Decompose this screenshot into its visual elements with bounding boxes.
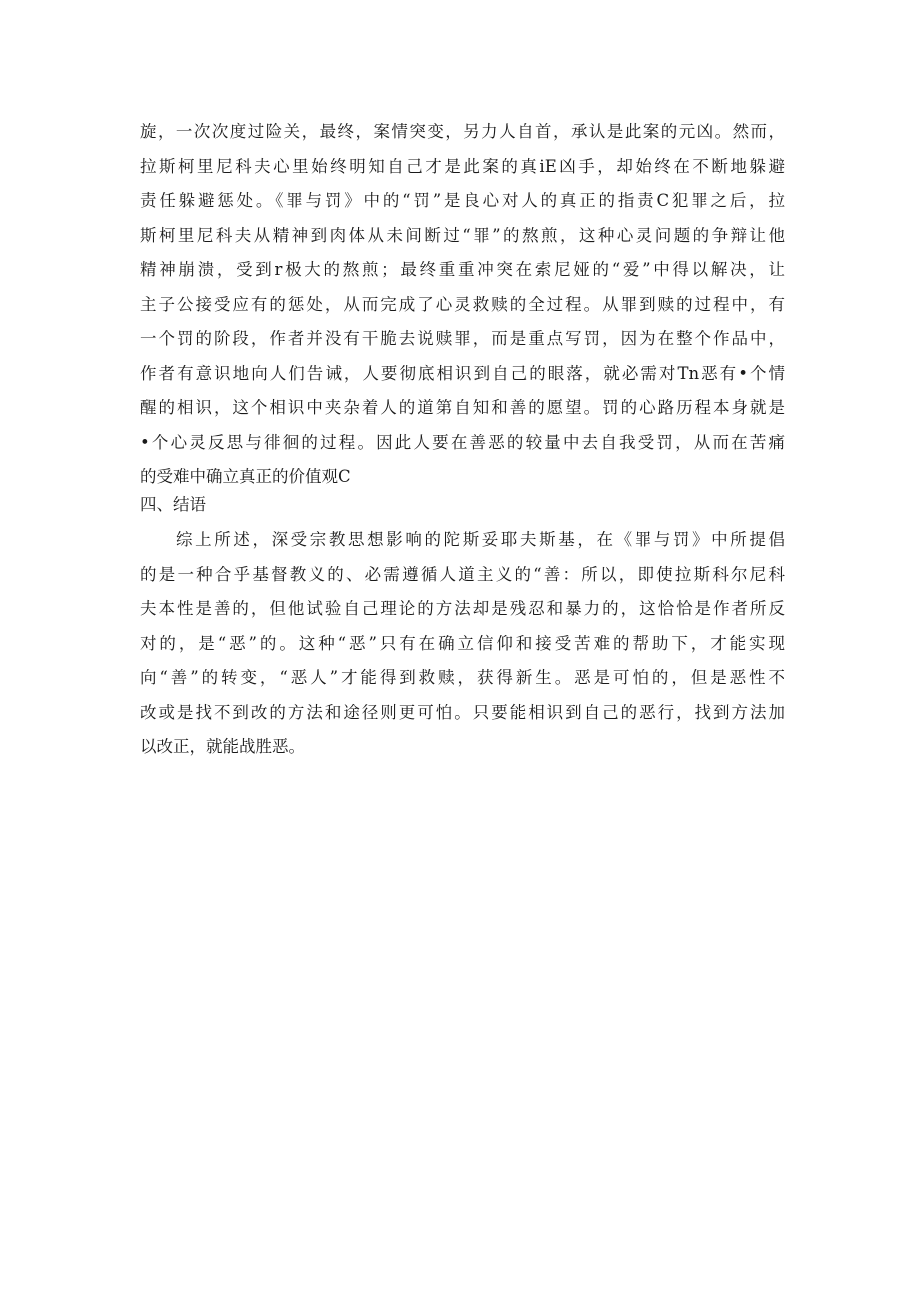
text-line: 斯柯里尼科夫从精神到肉体从未间断过“罪”的熬煎，这种心灵问题的争辩让他 (140, 225, 785, 245)
text-line: 作者有意识地向人们告诫，人要彻底相识到自己的眼落，就必需对Tn恶有•个情 (140, 363, 785, 383)
text-line: 主子公接受应有的惩处，从而完成了心灵救赎的全过程。从罪到赎的过程中，有 (140, 294, 785, 314)
text-line: 旋，一次次度过险关，最终，案情突变，另力人自首，承认是此案的元凶。然而， (140, 122, 785, 141)
text-line: 的受难中确立真正的价值观C (140, 467, 351, 486)
paragraph-conclusion (140, 523, 785, 765)
section-heading: 四、结语 (140, 495, 206, 514)
text-line: 精神崩溃，受到r极大的熬煎；最终重重冲突在索尼娅的“爱”中得以解决，让 (140, 260, 785, 279)
text-line: 一个罚的阶段，作者并没有干脆去说赎罪，而是重点写罚，因为在整个作品中， (140, 329, 785, 348)
paragraph-continued (140, 115, 785, 495)
text-line: 以改正，就能战胜恶。 (140, 737, 305, 756)
text-line: 夫本性是善的，但他试验自己理论的方法却是残忍和暴力的，这恰恰是作者所反 (140, 599, 785, 618)
text-line: 责任躲避惩处。《罪与罚》中的“罚”是良心对人的真正的指责C犯罪之后，拉 (140, 191, 785, 210)
text-line: •个心灵反思与徘徊的过程。因此人要在善恶的较量中去自我受罚，从而在苦痛 (140, 432, 785, 452)
text-line: 拉斯柯里尼科夫心里始终明知自己才是此案的真iE凶手，却始终在不断地躲避 (140, 156, 785, 176)
text-line: 醒的相识，这个相识中夹杂着人的道第自知和善的愿望。罚的心路历程本身就是 (140, 398, 785, 417)
text-line: 的是一种合乎基督教义的、必需遵循人道主义的“善：所以，即使拉斯科尔尼科 (140, 564, 785, 584)
text-line: 向“善”的转变，“恶人”才能得到救赎，获得新生。恶是可怕的，但是恶性不 (140, 668, 785, 687)
text-line: 改或是找不到改的方法和途径则更可怕。只要能相识到自己的恶行，找到方法加 (140, 702, 785, 722)
text-line-indented: 综上所述，深受宗教思想影响的陀斯妥耶夫斯基，在《罪与罚》中所提倡 (176, 530, 785, 549)
text-line: 对的，是“恶”的。这种“恶”只有在确立信仰和接受苦难的帮助下，才能实现 (140, 633, 785, 653)
